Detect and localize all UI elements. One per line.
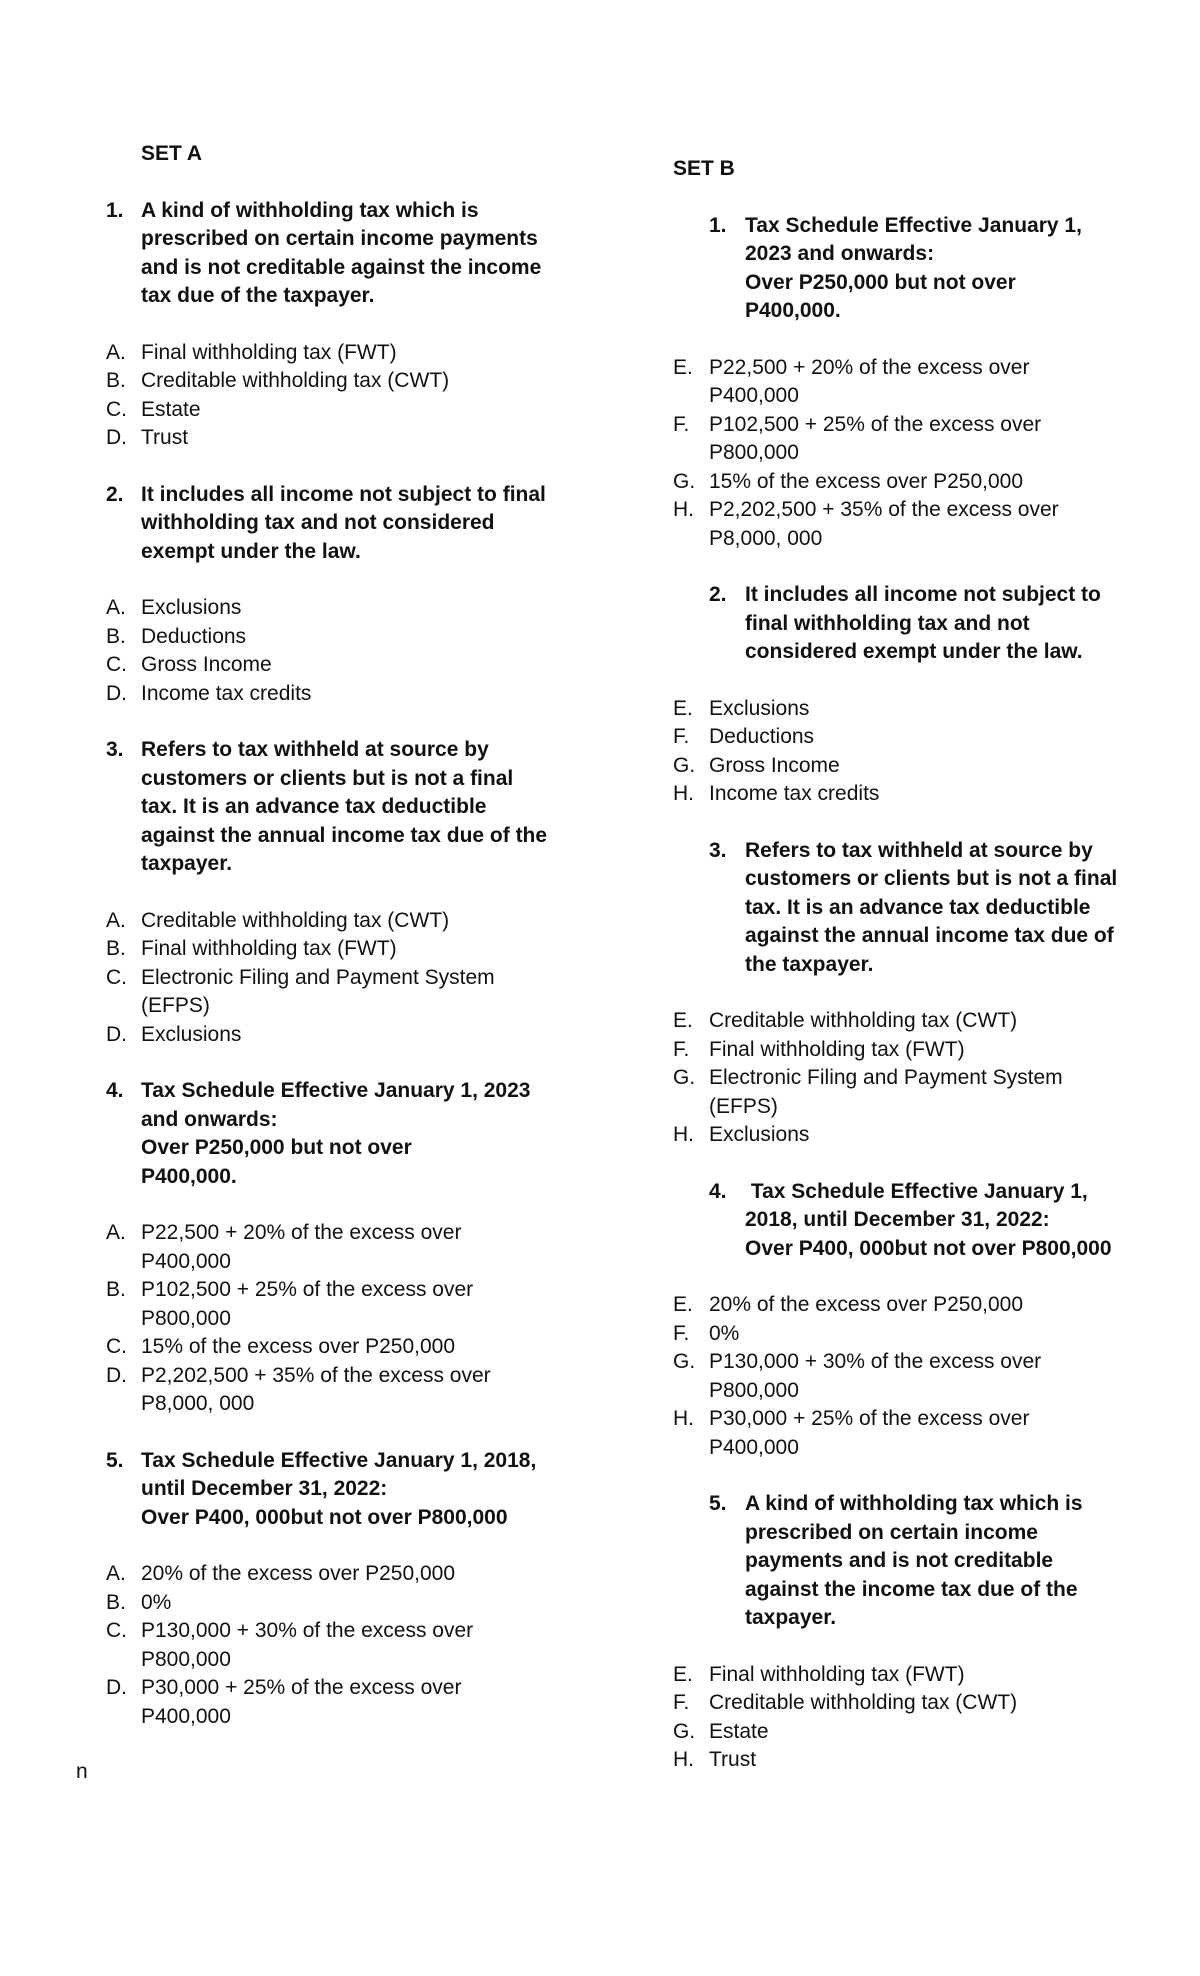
option-letter: B. (106, 937, 126, 960)
question-text-line: It includes all income not subject to final (141, 482, 546, 506)
option-text-line: Exclusions (141, 596, 242, 619)
option-text-line: P2,202,500 + 35% of the excess over (141, 1363, 491, 1387)
answer-option (0, 1320, 1200, 1349)
option-text-line: P8,000, 000 (141, 1392, 255, 1415)
option-text-line: Exclusions (141, 1022, 242, 1046)
option-text-line: Electronic Filing and Payment System (141, 965, 495, 989)
question-text-line: Over P400, 000but not over P800,000 (745, 1236, 1112, 1260)
answer-option (0, 1718, 1200, 1747)
option-text-line: Final withholding tax (FWT) (709, 1662, 965, 1686)
option-text-line: P800,000 (141, 1647, 231, 1671)
question-number: 4. (106, 1079, 124, 1102)
question-text-line: prescribed on certain income payments (141, 227, 538, 250)
question-number: 5. (709, 1492, 727, 1515)
option-letter: D. (106, 1363, 127, 1387)
option-letter: E. (673, 355, 693, 379)
answer-option (0, 752, 1200, 781)
answer-option (0, 354, 1200, 411)
answer-option (0, 1121, 1200, 1150)
option-text-line: Gross Income (141, 653, 272, 676)
option-text-line: 0% (141, 1590, 172, 1614)
option-text-line: 15% of the excess over P250,000 (709, 469, 1024, 493)
option-letter: F. (673, 1321, 690, 1345)
answer-option (0, 1689, 1200, 1718)
answer-option (0, 1036, 1200, 1065)
option-letter: A. (106, 340, 126, 364)
option-text-line: P22,500 + 20% of the excess over (141, 1221, 462, 1244)
option-text-line: Income tax credits (709, 782, 880, 805)
option-text-line: 20% of the excess over P250,000 (141, 1562, 456, 1585)
question-text-line: the taxpayer. (745, 952, 874, 976)
option-text-line: Electronic Filing and Payment System (709, 1066, 1063, 1089)
option-text-line: P800,000 (709, 1378, 799, 1402)
question-text-line: against the annual income tax due of the (141, 823, 548, 847)
question-text-line: taxpayer. (141, 852, 233, 875)
option-letter: D. (106, 1022, 127, 1046)
option-letter: B. (106, 369, 126, 392)
option-text-line: Creditable withholding tax (CWT) (141, 908, 450, 932)
answer-option (0, 1348, 1200, 1405)
option-text-line: P400,000 (141, 1704, 231, 1728)
question-number: 2. (709, 583, 727, 606)
question-text-line: and onwards: (141, 1107, 278, 1131)
option-text-line: P800,000 (141, 1306, 231, 1330)
set-title: SET B (673, 157, 735, 180)
option-letter: G. (673, 469, 696, 493)
question-text-line: exempt under the law. (141, 539, 361, 563)
option-text-line: Estate (141, 397, 201, 421)
option-text-line: Exclusions (709, 696, 810, 720)
option-letter: F. (673, 1037, 690, 1061)
option-letter: E. (673, 1662, 693, 1686)
question-text-line: tax. It is an advance tax deductible (745, 895, 1091, 919)
option-letter: E. (673, 696, 693, 720)
question-text-line: payments and is not creditable (745, 1549, 1054, 1572)
option-text-line: Income tax credits (141, 681, 312, 705)
question-text-line: against the annual income tax due of (745, 924, 1114, 947)
question-text-line: Tax Schedule Effective January 1, (745, 213, 1082, 237)
answer-options (0, 354, 1200, 554)
stray-character: n (76, 1760, 88, 1783)
option-text-line: (EFPS) (709, 1094, 778, 1118)
question-text-line: Tax Schedule Effective January 1, 2023 (141, 1079, 531, 1102)
option-text-line: Final withholding tax (FWT) (709, 1037, 965, 1061)
option-text-line: Trust (141, 426, 189, 449)
question-number: 2. (106, 482, 124, 506)
question-number: 1. (106, 198, 124, 222)
option-letter: G. (673, 753, 696, 777)
answer-options (0, 1291, 1200, 1462)
option-text-line: Creditable withholding tax (CWT) (709, 1009, 1018, 1032)
option-text-line: P30,000 + 25% of the excess over (709, 1407, 1030, 1430)
question-text-line: A kind of withholding tax which is (745, 1492, 1083, 1515)
question-text-line: prescribed on certain income (745, 1520, 1038, 1544)
option-letter: F. (673, 725, 690, 748)
option-letter: F. (673, 1691, 690, 1714)
option-text-line: Deductions (141, 624, 247, 648)
option-letter: A. (106, 1221, 126, 1244)
answer-option (0, 1746, 1200, 1775)
question-text-line: Over P400, 000but not over P800,000 (141, 1505, 508, 1529)
question-text-line: P400,000. (141, 1164, 237, 1188)
option-text-line: P22,500 + 20% of the excess over (709, 355, 1030, 379)
option-text-line: (EFPS) (141, 994, 210, 1017)
question-number: 3. (106, 738, 124, 761)
option-letter: G. (673, 1066, 696, 1089)
option-text-line: Deductions (709, 725, 815, 748)
option-text-line: Final withholding tax (FWT) (141, 340, 397, 364)
question-text-line: against the income tax due of the (745, 1577, 1078, 1601)
answer-option (0, 411, 1200, 468)
option-letter: H. (673, 1748, 694, 1771)
answer-options (0, 1007, 1200, 1150)
question-text-line: Tax Schedule Effective January 1, 2018, (141, 1448, 537, 1472)
option-text-line: P2,202,500 + 35% of the excess over (709, 498, 1059, 521)
option-text-line: 15% of the excess over P250,000 (141, 1335, 456, 1358)
option-text-line: P400,000 (709, 1435, 799, 1459)
answer-option (0, 1064, 1200, 1121)
answer-option (0, 1405, 1200, 1462)
option-text-line: Creditable withholding tax (CWT) (141, 369, 450, 392)
question-text-line: customers or clients but is not a final (141, 766, 514, 790)
answer-options (0, 1661, 1200, 1775)
answer-option (0, 1007, 1200, 1036)
question-text-line: customers or clients but is not a final (745, 867, 1118, 890)
question-text-line: Over P250,000 but not over (745, 270, 1016, 294)
option-text-line: P102,500 + 25% of the excess over (709, 412, 1042, 436)
set-title: SET A (141, 142, 203, 165)
answer-option (0, 695, 1200, 724)
option-letter: G. (673, 1719, 696, 1743)
question-text-line: 2023 and onwards: (745, 242, 935, 265)
question-text-line: Refers to tax withheld at source by (141, 738, 489, 761)
question-text-line: until December 31, 2022: (141, 1477, 388, 1500)
question-text-line: A kind of withholding tax which is (141, 198, 479, 222)
answer-option (0, 780, 1200, 809)
option-text-line: Exclusions (709, 1123, 810, 1146)
answer-option (0, 468, 1200, 497)
option-text-line: Trust (709, 1748, 757, 1771)
option-text-line: P400,000 (709, 384, 799, 407)
question-text-line: and is not creditable against the income (141, 255, 542, 279)
question-text-line: It includes all income not subject to (745, 583, 1101, 606)
set-b-column (0, 155, 1200, 1775)
option-letter: E. (673, 1009, 693, 1032)
option-text-line: P400,000 (141, 1249, 231, 1273)
question-text-line: 2018, until December 31, 2022: (745, 1208, 1050, 1231)
option-letter: F. (673, 412, 690, 436)
question-text-line: taxpayer. (745, 1606, 837, 1629)
question-text-line: final withholding tax and not (745, 611, 1030, 635)
question (0, 581, 1200, 667)
question-text-line: tax. It is an advance tax deductible (141, 795, 487, 818)
answer-option (0, 723, 1200, 752)
option-text-line: 20% of the excess over P250,000 (709, 1293, 1024, 1316)
option-letter: H. (673, 1123, 694, 1146)
question (0, 212, 1200, 326)
option-letter: C. (106, 1619, 127, 1642)
option-text-line: Final withholding tax (FWT) (141, 937, 397, 960)
question-text-line: P400,000. (745, 299, 841, 322)
option-text-line: Estate (709, 1719, 769, 1743)
option-letter: D. (106, 681, 127, 705)
option-letter: H. (673, 498, 694, 521)
option-letter: C. (106, 397, 127, 421)
question-text-line: Over P250,000 but not over (141, 1136, 412, 1159)
option-letter: G. (673, 1350, 696, 1373)
option-letter: C. (106, 965, 127, 989)
answer-option (0, 1661, 1200, 1690)
option-text-line: Creditable withholding tax (CWT) (709, 1691, 1018, 1714)
option-letter: C. (106, 1335, 127, 1358)
question-number: 1. (709, 213, 727, 237)
option-text-line: 0% (709, 1321, 740, 1345)
option-letter: A. (106, 1562, 126, 1585)
option-text-line: P130,000 + 30% of the excess over (709, 1350, 1042, 1373)
question (0, 1490, 1200, 1633)
option-letter: E. (673, 1293, 693, 1316)
option-text-line: P102,500 + 25% of the excess over (141, 1278, 474, 1301)
question-number: 3. (709, 838, 727, 862)
option-letter: D. (106, 1676, 127, 1699)
option-letter: C. (106, 653, 127, 676)
question-text-line: Tax Schedule Effective January 1, (745, 1179, 1088, 1203)
answer-option (0, 1291, 1200, 1320)
question-text-line: considered exempt under the law. (745, 640, 1083, 663)
answer-options (0, 695, 1200, 809)
option-letter: A. (106, 596, 126, 619)
option-letter: H. (673, 782, 694, 805)
question-text-line: tax due of the taxpayer. (141, 284, 375, 307)
question-text-line: Refers to tax withheld at source by (745, 838, 1093, 862)
question (0, 837, 1200, 980)
option-letter: A. (106, 908, 126, 932)
option-text-line: P130,000 + 30% of the excess over (141, 1619, 474, 1642)
question (0, 1178, 1200, 1264)
option-text-line: P30,000 + 25% of the excess over (141, 1676, 462, 1699)
option-letter: B. (106, 1278, 126, 1301)
option-letter: B. (106, 1590, 126, 1614)
option-text-line: P800,000 (709, 441, 799, 464)
answer-option (0, 496, 1200, 553)
option-letter: H. (673, 1407, 694, 1430)
question-number: 4. (709, 1179, 727, 1203)
option-text-line: Gross Income (709, 753, 840, 777)
question-text-line: withholding tax and not considered (141, 511, 495, 534)
option-letter: B. (106, 624, 126, 648)
question-number: 5. (106, 1448, 124, 1472)
option-letter: D. (106, 426, 127, 449)
option-text-line: P8,000, 000 (709, 526, 823, 550)
